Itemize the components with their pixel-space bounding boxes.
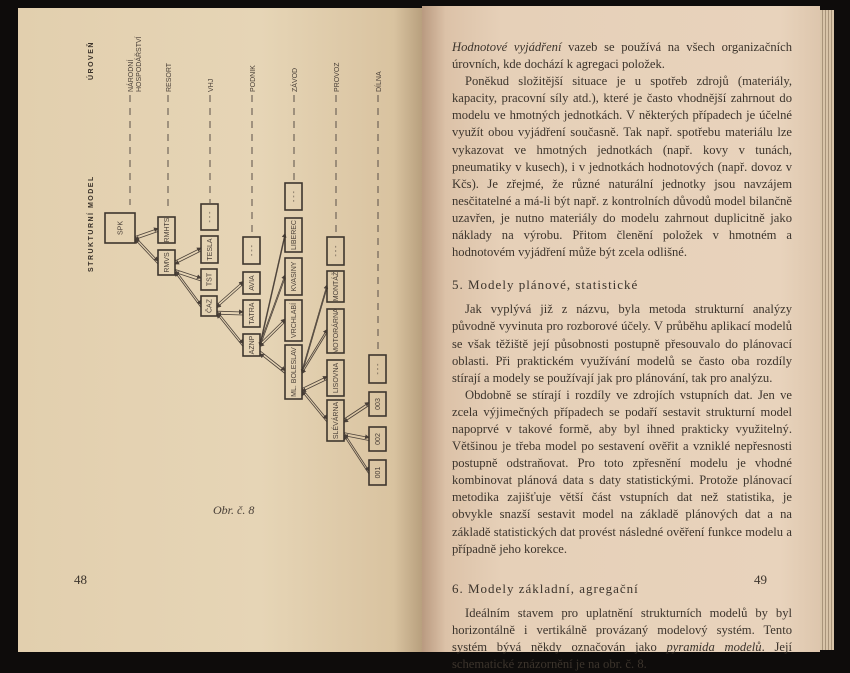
paragraph	[452, 605, 792, 673]
node-label: TESLA	[207, 238, 214, 261]
link-arrow	[302, 377, 327, 389]
italic-term: Hodnotové vyjádření	[452, 40, 562, 54]
node-label: ČAZ	[206, 299, 214, 313]
node-label: MONTÁŽ	[333, 271, 340, 302]
level-label: VHJ	[208, 78, 215, 92]
link-arrow	[260, 354, 285, 374]
paragraph	[452, 39, 792, 73]
node-label: SLÉVÁRNA	[333, 401, 340, 440]
link-arrow	[260, 237, 285, 347]
node-label: 003	[375, 398, 382, 410]
node-label: SPK	[117, 220, 125, 236]
level-label: DÍLNA	[376, 71, 383, 92]
node-label: VRCHLABÍ	[291, 302, 298, 339]
link-arrow	[217, 314, 243, 346]
link-arrow	[217, 282, 243, 305]
link-arrow	[302, 389, 327, 420]
page-number-right: 49	[754, 572, 767, 587]
level-label: NÁRODNÍ	[128, 59, 135, 92]
section-heading-6: 6. Modely základní, agregační	[452, 580, 639, 596]
node-label: TST	[206, 272, 214, 287]
link-arrow	[175, 272, 201, 307]
node-label: - - -	[375, 363, 382, 375]
link-arrow	[344, 403, 369, 420]
figure-caption: Obr. č. 8	[213, 503, 255, 517]
node-label: RMHTS	[164, 217, 171, 243]
level-label: PODNIK	[250, 65, 257, 92]
paragraph-text: Ideálním stavem pro uplatnění strukturních modelů by byl horizontálně i vertikálně provázaný modelový systém. Tento systém bývá někdy označován jako	[452, 605, 792, 654]
link-arrow	[175, 248, 201, 261]
paragraph-text: . Její schematické znázornění je na obr. č. 8.	[452, 640, 792, 672]
link-arrow	[302, 285, 327, 371]
node-label: TATRA	[249, 302, 256, 325]
node-label: KVASINY	[291, 261, 298, 292]
node-label: RMVS	[164, 252, 171, 273]
node-label: LISOVNA	[333, 362, 340, 394]
paragraph-text: vazeb se používá na všech organizačních úrovních, kde dochází k agregaci položek.	[452, 40, 792, 72]
link-arrow	[302, 288, 327, 374]
link-arrow	[260, 275, 285, 344]
link-arrow	[302, 333, 327, 374]
level-label: RESORT	[166, 62, 173, 92]
node-label: 001	[375, 466, 382, 479]
node-label: MOTORÁRNA	[333, 308, 340, 354]
node-label: - - -	[207, 211, 214, 223]
link-arrow	[217, 285, 243, 308]
level-label: HOSPODÁŘSTVÍ	[136, 36, 143, 92]
link-arrow	[344, 406, 369, 423]
body-text	[452, 39, 792, 673]
level-label: ZÁVOD	[292, 67, 299, 92]
link-arrow	[217, 314, 243, 315]
link-arrow	[175, 251, 201, 264]
italic-term: pyramida modelů	[666, 640, 762, 654]
node-label: AVIA	[249, 275, 256, 291]
link-arrow	[302, 330, 327, 371]
link-arrow	[302, 392, 327, 423]
level-label: PROVOZ	[334, 62, 341, 92]
link-arrow	[217, 311, 243, 343]
link-arrow	[344, 436, 369, 474]
page-number-left: 48	[74, 572, 87, 587]
paragraph: Poněkud složitější situace je u spotřeb zdrojů (materiály, kapacity, pracovní síly atd.), které je často vhodnější zahrnout do modelu ve hmotných jednotkách. V některých případech je účelné využít obou vyjádření současně. Tak např. spotřebu materiálu lze vykazovat ve hmotných jednotkách (např. kovy v tunách, pneumatiky v kusech), i v jednotkách hodnotových (např. dovoz v Kčs). Je zřejmé, že různé naturální jednotky jsou navzájem nesčitatelné a má-li být např. z kontrolních důvodů model bilančně uzavřen, je nutno materiály do modelu zahrnout duplicitně jako náklady na výrobu. Přitom členění položek v hmotném a hodnotovém vyjádření může být zcela odlišné.	[452, 74, 792, 260]
link-arrow	[175, 269, 201, 304]
link-arrow	[217, 311, 243, 312]
link-arrow	[135, 240, 158, 265]
paragraph: Obdobně se stírají i rozdíly ve zdrojích vstupních dat. Jen ve zcela výjimečných případech se podaří sestavit strukturní model napoprvé v takové formě, aby byl ihned prakticky využitelný. Většinou je třeba model po sestavení ověřit a vzniklé nepřesnosti postupně odstraňovat. Pro toto zpřesnění modelu je vhodné kombinovat plánová data s daty statistickými. Protože plánovací metodika zajišťuje větší část vstupních dat než statistika, je obvykle snazší sestavit model na základě plánových dat a na základě statistických dat provést následné ověření funkce modelu a případně jeho korekce.	[452, 387, 792, 556]
model-title: STRUKTURNÍ MODEL	[88, 175, 95, 272]
node-label: - - -	[333, 245, 340, 257]
link-arrow	[302, 380, 327, 392]
node-label: 002	[375, 433, 382, 445]
node-label: AZNP	[249, 335, 256, 355]
section-heading-5: 5. Modely plánové, statistické	[452, 277, 639, 293]
node-label: LIBEREC	[291, 220, 298, 250]
node-label: ML. BOLESLAV	[291, 347, 298, 397]
link-arrow	[135, 237, 158, 262]
node-label: - - -	[291, 191, 298, 202]
link-arrow	[260, 351, 285, 371]
paragraph: Jak vyplývá již z názvu, byla metoda strukturní analýzy původně vyvinuta pro rozborové účely. V průběhu aplikací modelů se však těžiště její působnosti postupně přesouvalo do plánovací oblasti. Při praktickém využívání modelů se často oba rozdíly stírají a modely se používají jak pro plánování, tak pro analýzu.	[452, 302, 792, 385]
node-label: - - -	[249, 245, 256, 256]
axis-title: ÚROVEŇ	[88, 41, 95, 80]
